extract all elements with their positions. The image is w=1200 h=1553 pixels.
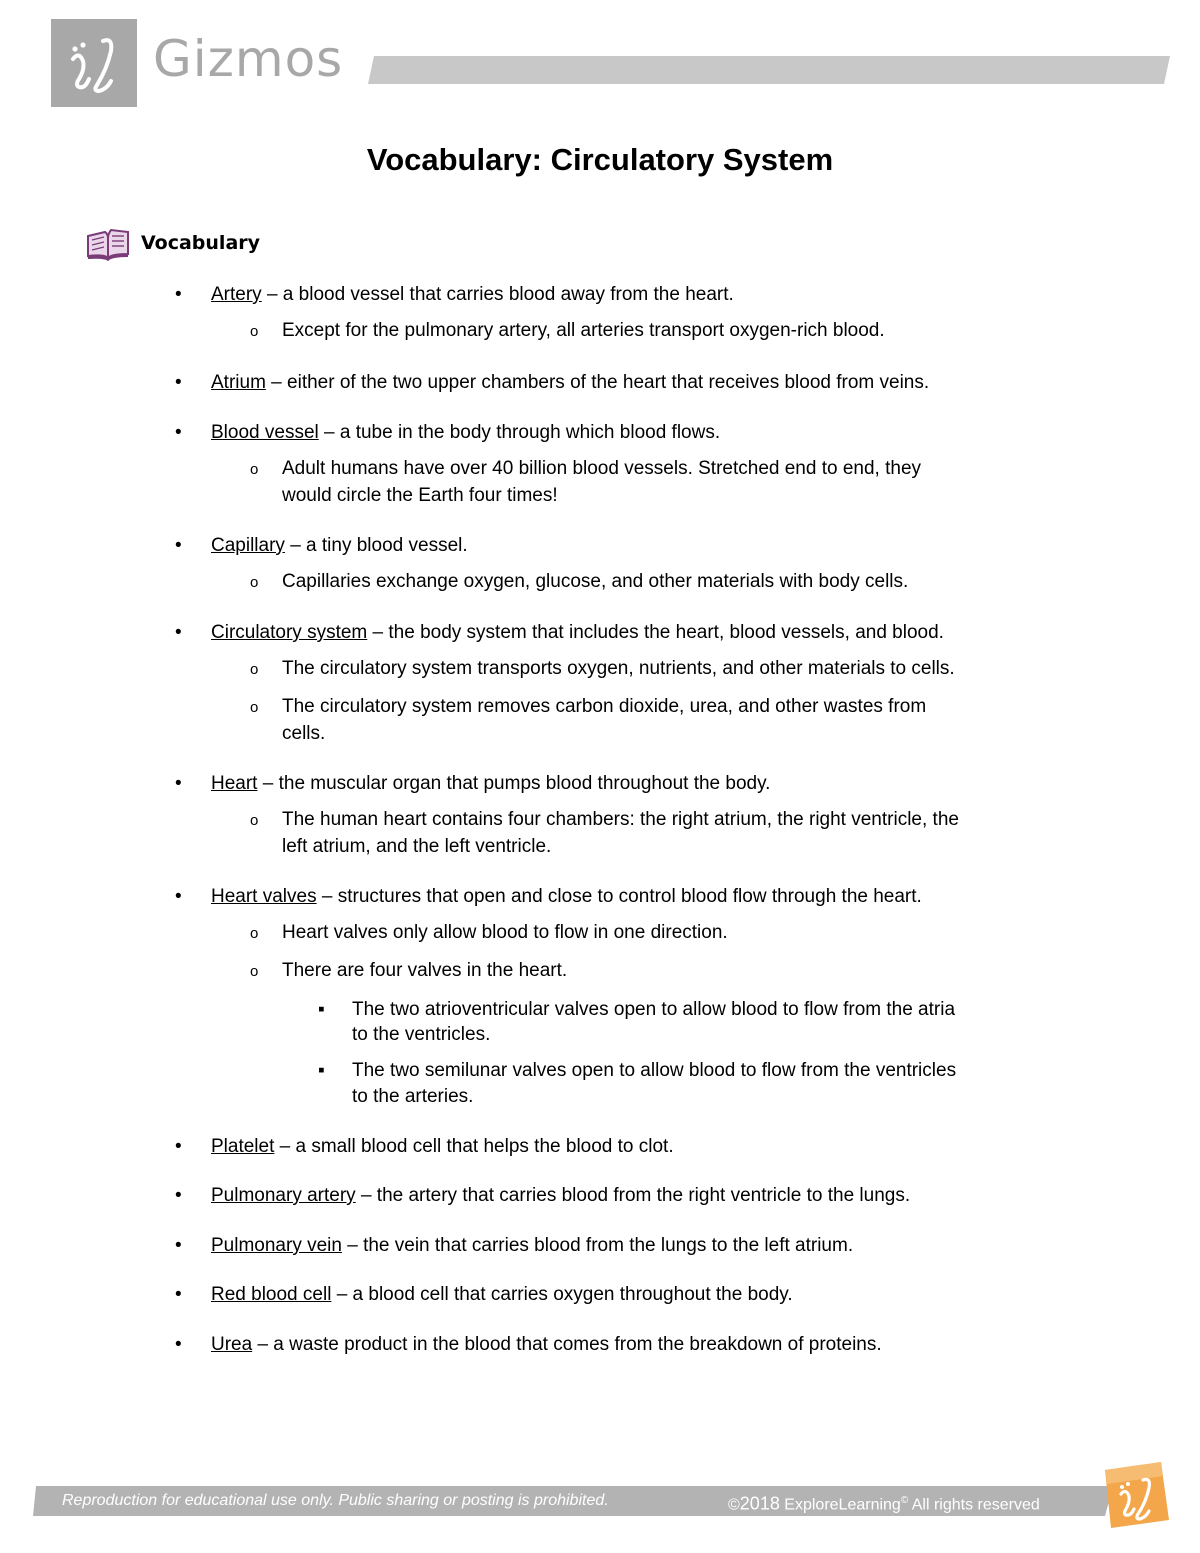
vocab-definition: – the artery that carries blood from the right ventricle to the lungs. <box>355 1185 911 1206</box>
vocab-note-line: The circulatory system transports oxygen, nutrients, and other materials to cells. <box>282 658 955 679</box>
vocab-term: Capillary <box>211 535 285 556</box>
copyright-year: 2018 <box>739 1493 780 1514</box>
bullet-icon: • <box>175 622 182 643</box>
vocab-item <box>211 771 770 797</box>
vocab-term: Blood vessel <box>211 422 319 443</box>
note-marker-icon: o <box>250 574 259 591</box>
footer-copyright <box>728 1490 1040 1516</box>
vocab-note-line: Heart valves only allow blood to flow in one direction. <box>282 922 728 943</box>
vocab-definition: – a blood vessel that carries blood away from the heart. <box>261 284 734 305</box>
bullet-icon: • <box>175 284 182 305</box>
note-marker-icon: o <box>250 812 259 829</box>
vocab-note-line: left atrium, and the left ventricle. <box>282 836 552 857</box>
vocab-term: Urea <box>211 1334 253 1355</box>
vocab-definition: – a blood cell that carries oxygen throughout the body. <box>331 1284 793 1305</box>
explorelearning-footer-logo-icon <box>1095 1460 1173 1532</box>
registered-mark: © <box>900 1495 909 1506</box>
note-marker-icon: o <box>250 323 259 340</box>
vocab-definition: – a tube in the body through which blood flows. <box>318 422 721 443</box>
vocab-note-line: Capillaries exchange oxygen, glucose, and other materials with body cells. <box>282 571 909 592</box>
vocab-definition: – a tiny blood vessel. <box>284 535 468 556</box>
vocab-definition: – either of the two upper chambers of the heart that receives blood from veins. <box>265 372 930 393</box>
note-marker-icon: o <box>250 661 259 678</box>
bullet-icon: • <box>175 1235 182 1256</box>
brand-name: Gizmos <box>153 30 344 88</box>
vocab-term: Atrium <box>211 372 266 393</box>
note-marker-icon: o <box>250 699 259 716</box>
vocab-subnote-line: The two semilunar valves open to allow blood to flow from the ventricles <box>352 1060 957 1081</box>
bullet-icon: • <box>175 1136 182 1157</box>
page-title: Vocabulary: Circulatory System <box>366 142 834 177</box>
company-name: ExploreLearning <box>779 1496 901 1514</box>
bullet-icon: • <box>175 773 182 794</box>
vocab-subnote-line: to the arteries. <box>352 1086 474 1107</box>
footer-notice: Reproduction for educational use only. Public sharing or posting is prohibited. <box>62 1492 609 1509</box>
note-marker-icon: o <box>250 963 259 980</box>
vocab-term: Platelet <box>211 1136 275 1157</box>
vocab-definition: – the vein that carries blood from the lungs to the left atrium. <box>341 1235 854 1256</box>
vocab-item <box>211 370 929 396</box>
vocab-item <box>211 420 720 446</box>
vocab-note-line: There are four valves in the heart. <box>282 960 568 981</box>
vocab-item <box>211 1233 853 1259</box>
vocab-term: Red blood cell <box>211 1284 332 1305</box>
vocab-note-line: Adult humans have over 40 billion blood vessels. Stretched end to end, they <box>282 458 922 479</box>
vocab-item <box>211 1332 882 1358</box>
vocab-item <box>211 533 468 559</box>
vocab-note-line: The human heart contains four chambers: the right atrium, the right ventricle, the <box>282 809 959 830</box>
copyright-symbol: © <box>728 1496 740 1514</box>
bullet-icon: • <box>175 535 182 556</box>
vocab-item <box>211 620 944 646</box>
bullet-icon: • <box>175 372 182 393</box>
bullet-icon: • <box>175 422 182 443</box>
vocab-term: Pulmonary vein <box>211 1235 342 1256</box>
bullet-icon: • <box>175 1284 182 1305</box>
vocab-term: Artery <box>211 284 262 305</box>
vocab-definition: – the body system that includes the heart, blood vessels, and blood. <box>367 622 944 643</box>
vocab-item <box>211 282 734 308</box>
vocab-definition: – a small blood cell that helps the blood to clot. <box>274 1136 674 1157</box>
vocab-item <box>211 884 922 910</box>
section-label: Vocabulary <box>141 232 261 254</box>
vocab-definition: – a waste product in the blood that comes from the breakdown of proteins. <box>252 1334 882 1355</box>
bullet-icon: • <box>175 1185 182 1206</box>
vocab-subnote-line: The two atrioventricular valves open to allow blood to flow from the atria <box>352 999 956 1020</box>
vocab-definition: – structures that open and close to control blood flow through the heart. <box>316 886 922 907</box>
square-bullet-icon: ▪ <box>318 999 325 1020</box>
rights-text: All rights reserved <box>908 1496 1040 1514</box>
square-bullet-icon: ▪ <box>318 1060 325 1081</box>
vocab-item <box>211 1134 674 1160</box>
page-footer <box>0 1460 1200 1550</box>
vocab-item <box>211 1183 910 1209</box>
bullet-icon: • <box>175 1334 182 1355</box>
vocab-note-line: The circulatory system removes carbon dioxide, urea, and other wastes from <box>282 696 927 717</box>
vocab-term: Heart <box>211 773 258 794</box>
vocab-note-line: would circle the Earth four times! <box>282 485 558 506</box>
vocab-note-line: cells. <box>282 723 326 744</box>
note-marker-icon: o <box>250 461 259 478</box>
vocab-term: Pulmonary artery <box>211 1185 356 1206</box>
vocab-item <box>211 1282 793 1308</box>
vocab-term: Heart valves <box>211 886 317 907</box>
vocab-definition: – the muscular organ that pumps blood throughout the body. <box>257 773 771 794</box>
vocab-subnote-line: to the ventricles. <box>352 1024 491 1045</box>
vocab-note-line: Except for the pulmonary artery, all arteries transport oxygen-rich blood. <box>282 320 885 341</box>
bullet-icon: • <box>175 886 182 907</box>
vocab-term: Circulatory system <box>211 622 368 643</box>
note-marker-icon: o <box>250 925 259 942</box>
